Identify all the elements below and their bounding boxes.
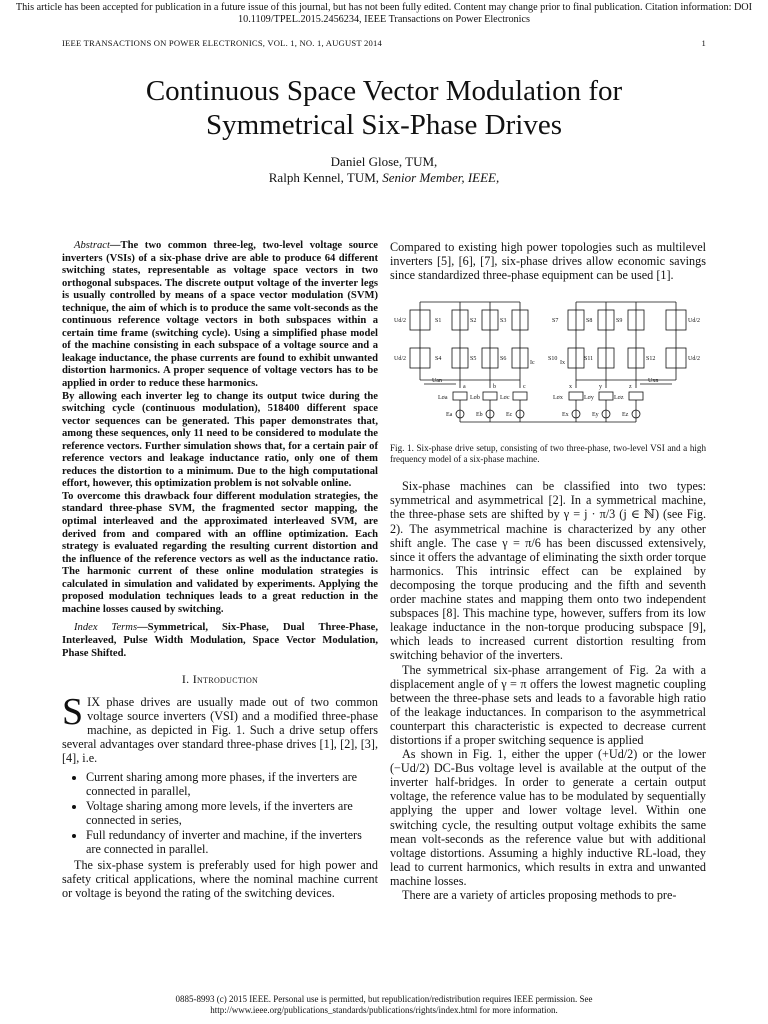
right-column (390, 240, 706, 902)
advantages-list (62, 770, 378, 857)
right-paragraph-3: As shown in Fig. 1, either the upper (+Ud/2) or the lower (−Ud/2) DC-Bus voltage level is available at the output of the inverter half-bridges. In order to generate a certain output voltage, the reference value has to be modulated by sequentially applying the upper and lower voltage level. Within one switching cycle, the resulting output voltage exhibits the same mean volt-seconds as the reference value but with additional voltage distortions. Assuming a highly inductive RL-load, they lead to current harmonics, which results in extra and unwanted machine losses. (390, 747, 706, 888)
footer-line1: 0885-8993 (c) 2015 IEEE. Personal use is permitted, but republication/redistribution requires IEEE permission. See (175, 994, 593, 1004)
index-terms (62, 622, 378, 660)
copyright-footer (0, 994, 768, 1016)
switch-label: S2 (470, 318, 477, 325)
right-body (390, 479, 706, 902)
list-item: • Full redundancy of inverter and machine, if the inverters are connected in parallel. (86, 828, 378, 856)
dropcap-letter: S (62, 691, 84, 734)
top-notice (0, 2, 768, 26)
section-title: Introduction (192, 672, 259, 687)
abstract-p3: To overcome this drawback four different modulation strategies, the standard three-phase SVM, the fragmented sector mapping, the optimal interleaved and the approximated interleaved SVM, are derived from and compared with an offline optimization. Each strategy is evaluated regarding the resulting current distortion and the influence of the reference vectors as well as the inductance ratio. The harmonic current of these online modulation strategies is calculated in simulation and validated by experiments. Applying the proposed modulation techniques leads to a great reduction in the machine losses caused by switching. (62, 490, 378, 615)
switch-label: S5 (470, 356, 477, 363)
section-heading (62, 672, 378, 687)
node-label: y (599, 384, 602, 391)
switch-label: S7 (552, 318, 559, 325)
top-notice-line1: This article has been accepted for publication in a future issue of this journal, but has not been fully edited. Content may change prior to final publication. Citation information: DOI (15, 2, 753, 13)
right-paragraph-1: Six-phase machines can be classified into two types: symmetrical and asymmetrical [2]. In a symmetrical machine, the three-phase sets are shifted by γ = j · π/3 (j ∈ ℕ) (see Fig. 2). The asymmetrical machine is characterized by any other shift angle. The case γ = π/6 has been discussed extensively, since it offers the advantage of eliminating the sixth order torque harmonics. This intrinsic effect can be explained by decomposing the torque producing and the fifth and seventh order machine states and mapping them onto two independent subspaces [8]. This machine type, however, suffers from its low leakage inductance in the non-torque producing subspace [9], which leads to increased current distortion resulting from switching behavior of the inverters. (390, 479, 706, 663)
authors (0, 154, 768, 186)
emf-label: Eb (476, 412, 483, 419)
author-line2 (0, 170, 768, 186)
list-item: • Current sharing among more phases, if the inverters are connected in parallel, (86, 770, 378, 798)
switch-label: S1 (435, 318, 442, 325)
section-number: I. (181, 672, 190, 687)
emf-label: Ec (506, 412, 513, 419)
abstract-lead: Abstract (74, 240, 110, 251)
switch-label: S4 (435, 356, 442, 363)
inductor-label: Lσc (500, 395, 510, 402)
inductor-label: Lσy (584, 395, 594, 402)
switch-label: S12 (646, 356, 656, 363)
current-label: Ic (530, 360, 535, 367)
author2-role: Senior Member, IEEE, (382, 170, 500, 185)
switch-label: S10 (548, 356, 558, 363)
switch-label: S8 (586, 318, 593, 325)
top-notice-line2: 10.1109/TPEL.2015.2456234, IEEE Transactions on Power Electronics (238, 14, 530, 25)
paper-title (0, 74, 768, 142)
dc-label: Ud/2 (394, 356, 406, 363)
emf-label: Ez (622, 412, 629, 419)
footer-link[interactable]: http://www.ieee.org/publications_standards/publications/rights/index.html for more information. (210, 1005, 558, 1015)
switch-label: S3 (500, 318, 507, 325)
node-label: a (463, 384, 466, 391)
node-label: c (523, 384, 526, 391)
index-terms-text: —Symmetrical, Six-Phase, Dual Three-Phase, Interleaved, Pulse Width Modulation, Space Vector Modulation, Phase Shifted. (62, 622, 378, 659)
switch-label: S9 (616, 318, 623, 325)
dc-label: Ud/2 (688, 318, 700, 325)
left-column (62, 240, 378, 900)
right-paragraph-2: The symmetrical six-phase arrangement of Fig. 2a with a displacement angle of γ = π offers the lowest magnetic coupling between the three-phase sets and leads to a favorable high ratio of the leakage inductances. In comparison to the asymmetrical counterpart this characteristic is expected to decrease current distortions if a proper switching sequence is applied (390, 662, 706, 747)
right-paragraph-0: Compared to existing high power topologies such as multilevel inverters [5], [6], [7], six-phase drives allow economic savings since standardized three-phase equipment can be used [1]. (390, 240, 706, 283)
page-number: 1 (701, 38, 706, 48)
abstract (62, 240, 378, 616)
intro-p1-text: IX phase drives are usually made out of two common voltage source inverters (VSI) and a modified three-phase machine, as depicted in Fig. 1. Such a drive setup offers several advantages over standard three-phase drives [1], [2], [3], [4], i.e. (62, 695, 378, 766)
switch-label: S6 (500, 356, 507, 363)
author-line1: Daniel Glose, TUM, (330, 154, 438, 169)
abstract-p2: By allowing each inverter leg to change its output twice during the switching cycle (continuous modulation), 518400 different space vector sequences can be generated. This paper demonstrates that, among these sequences, only 11 need to be considered to modulate the reference vectors. Further simulation shows that, for a certain pair of reference vectors and leakage inductance ratio, only one of them reduces the distortion to a minimum. Due to the high computational effort, however, this optimization problem is not solvable online. (62, 390, 378, 490)
current-label: Ix (560, 360, 565, 367)
node-label: b (493, 384, 496, 391)
emf-label: Ey (592, 412, 599, 419)
node-label: z (629, 384, 632, 391)
running-header (62, 38, 706, 48)
dc-label: Ud/2 (394, 318, 406, 325)
abstract-p1-text: —The two common three-leg, two-level voltage source inverters (VSIs) of a six-phase drive are able to produce 64 different switching states, representable as voltage space vectors in two orthogonal subspaces. The discrete output voltage of the inverter legs is usually controlled by means of a space vector modulation (SVM) technique, the aim of which is to produce the same volt-seconds as the continuous reference voltage vectors in both subspaces within a certain time frame (switching cycle). Using a simplified phase model of the machine consisting in each subspace of a voltage source and a leakage inductance, the phase currents are found to exhibit unwanted distortion harmonics. A proper sequence of voltage vectors has to be applied in order to reduce these harmonics. (62, 240, 378, 390)
right-paragraph-4: There are a variety of articles proposing methods to pre- (402, 888, 677, 902)
dc-label: Ud/2 (688, 356, 700, 363)
index-terms-lead: Index Terms (74, 622, 138, 634)
figure-1-caption: Fig. 1. Six-phase drive setup, consisting of two three-phase, two-level VSI and a high frequency model of a six-phase machine. (390, 443, 706, 465)
emf-label: Ea (446, 412, 453, 419)
inductor-label: Lσx (553, 395, 563, 402)
intro-paragraph-2: The six-phase system is preferably used for high power and safety critical applications, where the nominal machine current or voltage is beyond the rating of the switching devices. (62, 858, 378, 901)
inductor-label: Lσz (614, 395, 624, 402)
voltage-label: Uan (432, 378, 442, 385)
paper-title-line1: Continuous Space Vector Modulation for (145, 75, 623, 107)
voltage-label: Uxn (648, 378, 659, 385)
journal-name: IEEE TRANSACTIONS ON POWER ELECTRONICS, VOL. 1, NO. 1, AUGUST 2014 (62, 38, 382, 48)
intro-paragraph-1 (62, 691, 378, 766)
figure-1-circuit (390, 292, 706, 430)
switch-label: S11 (584, 356, 594, 363)
emf-label: Ex (562, 412, 569, 419)
abstract-p1 (62, 240, 378, 391)
paper-title-line2: Symmetrical Six-Phase Drives (205, 109, 562, 141)
inductor-label: Lσa (438, 395, 448, 402)
list-item: • Voltage sharing among more levels, if the inverters are connected in series, (86, 799, 378, 827)
inductor-label: Lσb (470, 395, 480, 402)
node-label: x (569, 384, 572, 391)
author2-name: Ralph Kennel, TUM, (268, 170, 380, 185)
